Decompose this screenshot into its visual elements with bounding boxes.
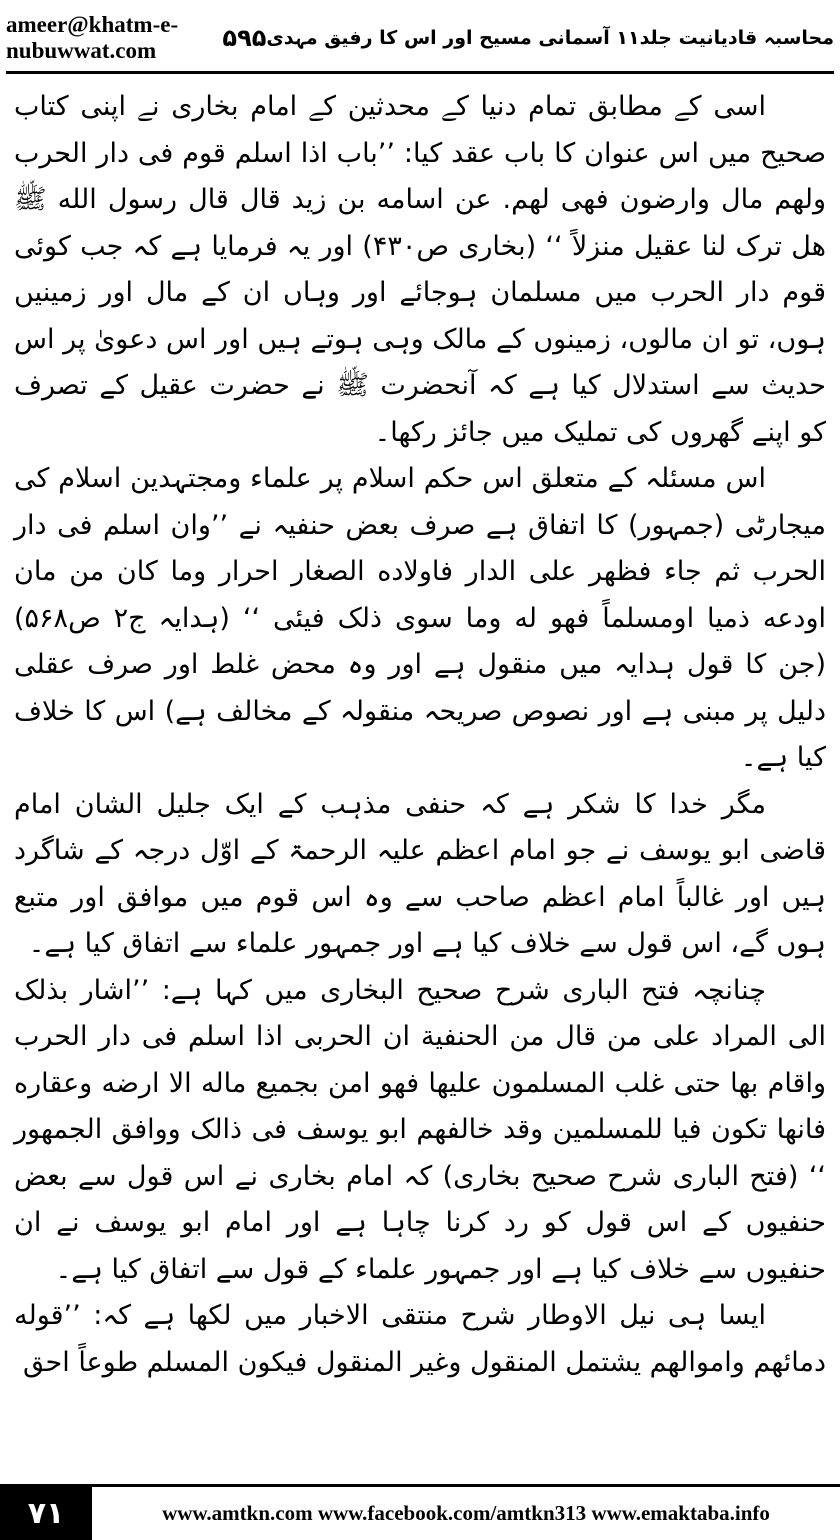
paragraph-1: اسی کے مطابق تمام دنیا کے محدثین کے امام بخاری نے اپنی کتاب صحیح میں اس عنوان کا باب عقد کیا: ’’باب اذا اسلم قوم فی دار الحرب ولهم مال وارضون فهی لهم. عن اسامه بن زید قال قال رسول الله ﷺ هل ترک لنا عقیل منزلاً ‘‘ (بخاری ص۴۳۰) اور یہ فرمایا ہے کہ جب کوئی قوم دار الحرب میں مسلمان ہوجائے اور وہاں ان کے مال اور زمینیں ہوں، تو ان مالوں، زمینوں کے مالک وہی ہوتے ہیں اور اس دعویٰ پر اس حدیث سے استدلال کیا ہے کہ آنحضرت ﷺ نے حضرت عقیل کے تصرف کو اپنے گھروں کی تملیک میں جائز رکھا۔	[14, 91, 826, 448]
book-title: محاسبہ قادیانیت جلد۱۱ آسمانی مسیح اور اس کا رفیق مہدی	[266, 26, 834, 49]
page-footer	[0, 1484, 840, 1540]
page-header	[6, 4, 834, 74]
footer-links[interactable]: www.amtkn.com www.facebook.com/amtkn313 www.emaktaba.info	[162, 1501, 770, 1525]
header-email[interactable]: ameer@khatm-e-nubuwwat.com	[6, 11, 179, 63]
page-number: ۵۹۵	[222, 23, 267, 52]
paragraph-2: اس مسئلہ کے متعلق اس حکم اسلام پر علماء ومجتہدین اسلام کی میجارٹی (جمہور) کا اتفاق ہے صرف بعض حنفیہ نے ’’وان اسلم فی دار الحرب ثم جاء فظهر علی الدار فاولاده الصغار احرار وما کان من مان اودعه ذمیا اومسلماً فهو له وما سوی ذلک فیئی ‘‘ (ہدایہ ج۲ ص۵۶۸) (جن کا قول ہدایہ میں منقول ہے اور وہ محض غلط اور صرف عقلی دلیل پر مبنی ہے اور نصوص صریحہ منقولہ کے مخالف ہے) اس کا خلاف کیا ہے۔	[14, 463, 826, 773]
folio-number: ۷۱	[0, 1487, 92, 1540]
paragraph-5: ایسا ہی نیل الاوطار شرح منتقی الاخبار میں لکھا ہے کہ: ’’قوله دمائهم واموالهم یشتمل المنقول وغیر المنقول فیکون المسلم طوعاً احق	[14, 1300, 826, 1378]
paragraph-4: چنانچہ فتح الباری شرح صحیح البخاری میں کہا ہے: ’’اشار بذلک الی المراد علی من قال من الحنفية ان الحربی اذا اسلم فی دار الحرب واقام بها حتی غلب المسلمون علیها فهو امن بجمیع ماله الا ارضه وعقاره فانها تکون فیا للمسلمین وقد خالفهم ابو یوسف فی ذالک ووافق الجمهور ‘‘ (فتح الباری شرح صحیح بخاری) کہ امام بخاری نے اس قول سے بعض حنفیوں کے اس قول کو رد کرنا چاہا ہے اور امام ابو یوسف نے ان حنفیوں سے خلاف کیا ہے اور جمہور علماء کے قول سے اتفاق کیا ہے۔	[14, 974, 826, 1285]
page-body	[14, 84, 826, 1386]
header-left	[6, 12, 266, 64]
paragraph-3: مگر خدا کا شکر ہے کہ حنفی مذہب کے ایک جلیل الشان امام قاضی ابو یوسف نے جو امام اعظم علیہ الرحمۃ کے اوّل درجہ کے شاگرد ہیں اور غالباً امام اعظم صاحب سے وہ اس قوم میں موافق اور متبع ہوں گے، اس قول سے خلاف کیا ہے اور جمہور علماء سے اتفاق کیا ہے۔	[14, 788, 826, 959]
